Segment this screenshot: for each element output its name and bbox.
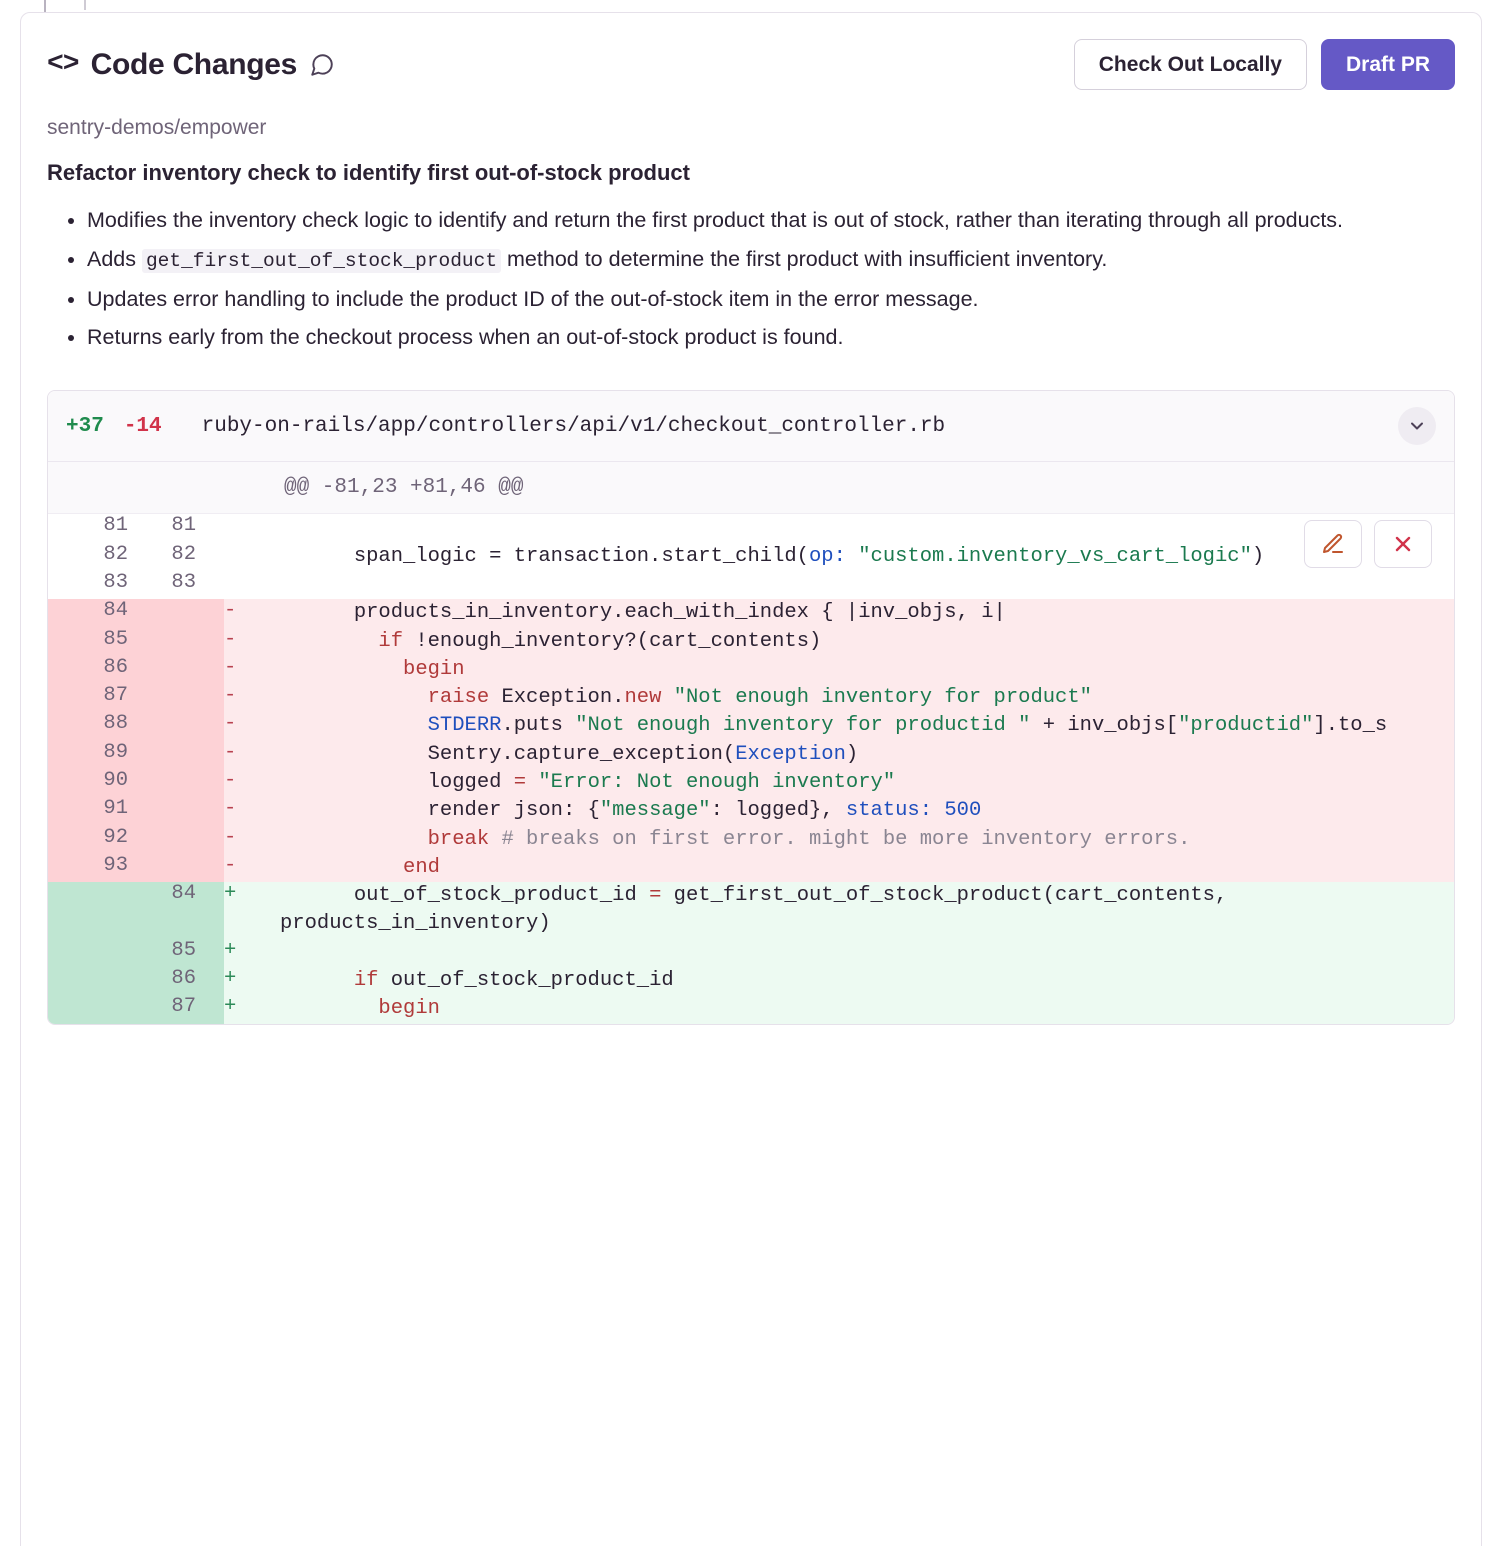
code-line [280, 939, 1454, 967]
diff-sign: + [224, 882, 280, 939]
diff-sign: - [224, 769, 280, 797]
code-line: products_in_inventory.each_with_index { |inv_objs, i| [280, 599, 1454, 627]
diff-sign [224, 543, 280, 571]
code-line: end [280, 854, 1454, 882]
old-line-number: 92 [48, 826, 138, 854]
code-line: break # breaks on first error. might be more inventory errors. [280, 826, 1454, 854]
code-line: out_of_stock_product_id = get_first_out_of_stock_product(cart_contents, products_in_inventory) [280, 882, 1454, 939]
new-line-number [138, 599, 224, 627]
new-line-number [138, 741, 224, 769]
diff-row-actions [1304, 520, 1432, 568]
new-line-number: 82 [138, 543, 224, 571]
inline-code: get_first_out_of_stock_product [142, 249, 501, 273]
code-line: Sentry.capture_exception(Exception) [280, 741, 1454, 769]
list-item [87, 202, 1455, 239]
old-line-number: 85 [48, 628, 138, 656]
page-title: Code Changes [90, 47, 298, 81]
code-line: if !enough_inventory?(cart_contents) [280, 628, 1454, 656]
diff-sign: - [224, 797, 280, 825]
diff-body [48, 514, 1454, 1023]
diff-sign: + [224, 995, 280, 1023]
diff-block [47, 390, 1455, 1024]
diff-sign [224, 514, 280, 542]
new-line-number [138, 854, 224, 882]
code-line: logged = "Error: Not enough inventory" [280, 769, 1454, 797]
code-line: begin [280, 995, 1454, 1023]
old-line-number: 90 [48, 769, 138, 797]
title-group [47, 48, 335, 82]
table-row [48, 882, 1454, 939]
change-summary-list [47, 202, 1455, 356]
bullet-text-pre: Modifies the inventory check logic to identify and return the first product that is out of stock, rather than iterating through all products. [87, 208, 1344, 232]
list-item [87, 319, 1455, 356]
code-line: raise Exception.new "Not enough inventory for product" [280, 684, 1454, 712]
check-out-locally-button[interactable]: Check Out Locally [1074, 39, 1307, 90]
new-line-number: 83 [138, 571, 224, 599]
bullet-text-pre: Updates error handling to include the product ID of the out-of-stock item in the error message. [87, 286, 979, 311]
table-row [48, 684, 1454, 712]
new-line-number: 86 [138, 967, 224, 995]
diff-sign: - [224, 741, 280, 769]
change-summary-title: Refactor inventory check to identify first out-of-stock product [47, 160, 690, 185]
table-row [48, 826, 1454, 854]
new-line-number [138, 684, 224, 712]
diff-additions-count: +37 [66, 414, 104, 438]
code-line: render json: {"message": logged}, status: 500 [280, 797, 1454, 825]
diff-sign: - [224, 712, 280, 740]
table-row [48, 995, 1454, 1023]
code-line: begin [280, 656, 1454, 684]
table-row [48, 543, 1454, 571]
header-actions [1074, 39, 1455, 90]
bullet-text-post: method to determine the first product with insufficient inventory. [501, 246, 1108, 271]
old-line-number: 91 [48, 797, 138, 825]
old-line-number: 87 [48, 684, 138, 712]
comment-bubble-icon[interactable] [309, 52, 335, 78]
old-line-number [48, 995, 138, 1023]
diff-deletions-count: -14 [123, 414, 162, 438]
new-line-number [138, 826, 224, 854]
code-line: span_logic = transaction.start_child(op: "custom.inventory_vs_cart_logic") [280, 543, 1454, 571]
code-brackets-icon: <> [47, 49, 79, 80]
table-row [48, 854, 1454, 882]
code-line: if out_of_stock_product_id [280, 967, 1454, 995]
old-line-number: 93 [48, 854, 138, 882]
old-line-number [48, 882, 138, 939]
new-line-number [138, 628, 224, 656]
code-line: STDERR.puts "Not enough inventory for productid " + inv_objs["productid"].to_s [280, 712, 1454, 740]
new-line-number: 84 [138, 882, 224, 939]
list-item [87, 241, 1455, 279]
code-changes-card [20, 12, 1482, 1546]
bullet-text-pre: Adds [87, 246, 142, 271]
new-line-number: 85 [138, 939, 224, 967]
diff-sign: - [224, 628, 280, 656]
old-line-number [48, 939, 138, 967]
diff-sign: - [224, 826, 280, 854]
table-row [48, 514, 1454, 542]
new-line-number [138, 769, 224, 797]
table-row [48, 656, 1454, 684]
diff-header [48, 391, 1454, 462]
diff-sign: - [224, 684, 280, 712]
diff-table [48, 514, 1454, 1023]
diff-sign: + [224, 939, 280, 967]
old-line-number: 86 [48, 656, 138, 684]
pencil-icon[interactable] [1304, 520, 1362, 568]
code-line [280, 571, 1454, 599]
table-row [48, 797, 1454, 825]
old-line-number: 89 [48, 741, 138, 769]
card-header [47, 39, 1455, 90]
diff-sign: + [224, 967, 280, 995]
bullet-text-pre: Returns early from the checkout process when an out-of-stock product is found. [87, 325, 844, 350]
diff-filename: ruby-on-rails/app/controllers/api/v1/checkout_controller.rb [201, 414, 946, 438]
old-line-number: 84 [48, 599, 138, 627]
table-row [48, 571, 1454, 599]
new-line-number [138, 797, 224, 825]
table-row [48, 769, 1454, 797]
table-row [48, 599, 1454, 627]
diff-hunk-header: @@ -81,23 +81,46 @@ [48, 462, 1454, 514]
stray-mark-right [84, 0, 86, 10]
diff-sign [224, 571, 280, 599]
old-line-number: 82 [48, 543, 138, 571]
new-line-number: 81 [138, 514, 224, 542]
table-row [48, 741, 1454, 769]
table-row [48, 712, 1454, 740]
old-line-number [48, 967, 138, 995]
diff-sign: - [224, 656, 280, 684]
code-line [280, 514, 1454, 542]
diff-sign: - [224, 599, 280, 627]
repository-name: sentry-demos/empower [47, 116, 267, 139]
table-row [48, 628, 1454, 656]
table-row [48, 939, 1454, 967]
old-line-number: 83 [48, 571, 138, 599]
old-line-number: 88 [48, 712, 138, 740]
new-line-number [138, 712, 224, 740]
close-icon[interactable] [1374, 520, 1432, 568]
diff-sign: - [224, 854, 280, 882]
list-item [87, 281, 1455, 318]
old-line-number: 81 [48, 514, 138, 542]
table-row [48, 967, 1454, 995]
new-line-number [138, 656, 224, 684]
chevron-down-icon[interactable] [1398, 407, 1436, 445]
draft-pr-button[interactable]: Draft PR [1321, 39, 1455, 90]
new-line-number: 87 [138, 995, 224, 1023]
